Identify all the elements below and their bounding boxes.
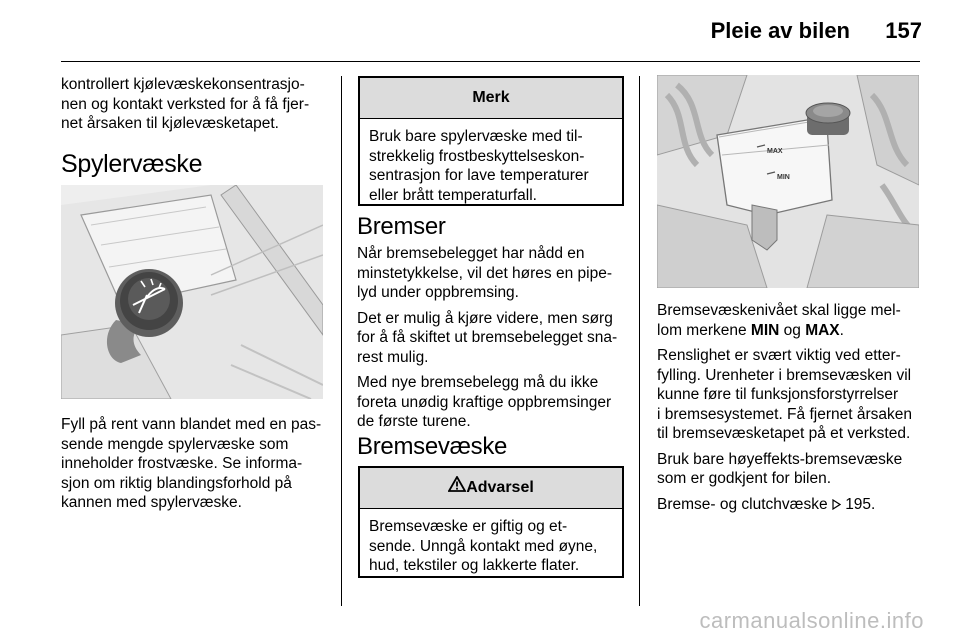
brake-reservoir-drawing — [657, 75, 919, 288]
brakes-para-2: Det er mulig å kjøre videre, men sørg for å få skiftet ut bremsebelegget sna- rest mulig. — [357, 309, 618, 366]
washer-fluid-text: Fyll på rent vann blandet med en pas- sende mengde spylervæske som inneholder frostvæske. Se informa- sjon om riktig blandingsforhold på kannen med spylervæske. — [61, 416, 322, 511]
section-heading-bremsevaeske: Bremsevæske — [357, 433, 508, 460]
washer-reservoir-drawing — [61, 185, 323, 399]
warning-body: Bremsevæske er giftig og et- sende. Unngå kontakt med øyne, hud, tekstiler og lakkerte flater. — [369, 518, 598, 574]
page-number: 157 — [885, 18, 922, 43]
column-divider-2 — [639, 76, 640, 606]
column-1 — [61, 75, 331, 134]
note-body: Bruk bare spylervæske med til- strekkelig frostbeskyttelseskon- sentrasjon for lave temperaturer eller brått temperaturfall. — [369, 128, 589, 204]
warning-icon — [448, 468, 466, 508]
brake-fluid-para-1: Bremsevæskenivået skal ligge mel- lom merkene MIN og MAX. — [657, 302, 901, 339]
section-heading-bremser: Bremser — [357, 213, 446, 240]
brake-fluid-reservoir-illustration — [657, 75, 919, 288]
warning-box — [358, 466, 624, 578]
brakes-para-3: Med nye bremsebelegg må du ikke foreta unødig kraftige oppbremsinger de første turene. — [357, 374, 612, 430]
page-title: Pleie av bilen — [710, 18, 850, 43]
brake-fluid-para-2: Renslighet er svært viktig ved etter- fylling. Urenheter i bremsevæsken vil kunne føre til funksjonsforstyrrelser i bremsesystemet. Få fjernet årsaken til bremsevæsketapet på et verksted. — [657, 347, 912, 442]
min-mark-label: MIN — [777, 174, 790, 181]
washer-fluid-illustration — [61, 185, 323, 399]
column-divider-1 — [341, 76, 342, 606]
page-ref-icon — [832, 496, 841, 516]
brake-fluid-para-4: Bremse- og clutchvæske 195. — [657, 495, 922, 516]
watermark: carmanualsonline.info — [699, 608, 924, 633]
note-title: Merk — [360, 78, 622, 119]
note-box — [358, 76, 624, 206]
brake-fluid-text — [657, 301, 922, 515]
max-mark-label: MAX — [767, 148, 783, 155]
brake-fluid-para-3: Bruk bare høyeffekts-bremsevæske som er godkjent for bilen. — [657, 450, 903, 487]
page-ref-link[interactable]: 195. — [845, 495, 876, 513]
section-heading-spylervaeske: Spylervæske — [61, 150, 203, 178]
brakes-para-1: Når bremsebelegget har nådd en minstetykkelse, vil det høres en pipe- lyd under oppbremsing. — [357, 245, 612, 301]
intro-text: kontrollert kjølevæskekonsentrasjo- nen og kontakt verksted for å få fjer- net årsaken til kjølevæsketapet. — [61, 76, 310, 132]
header-rule — [61, 61, 920, 62]
warning-title: Advarsel — [466, 479, 534, 497]
warning-header — [360, 468, 622, 509]
brakes-text — [357, 244, 632, 432]
